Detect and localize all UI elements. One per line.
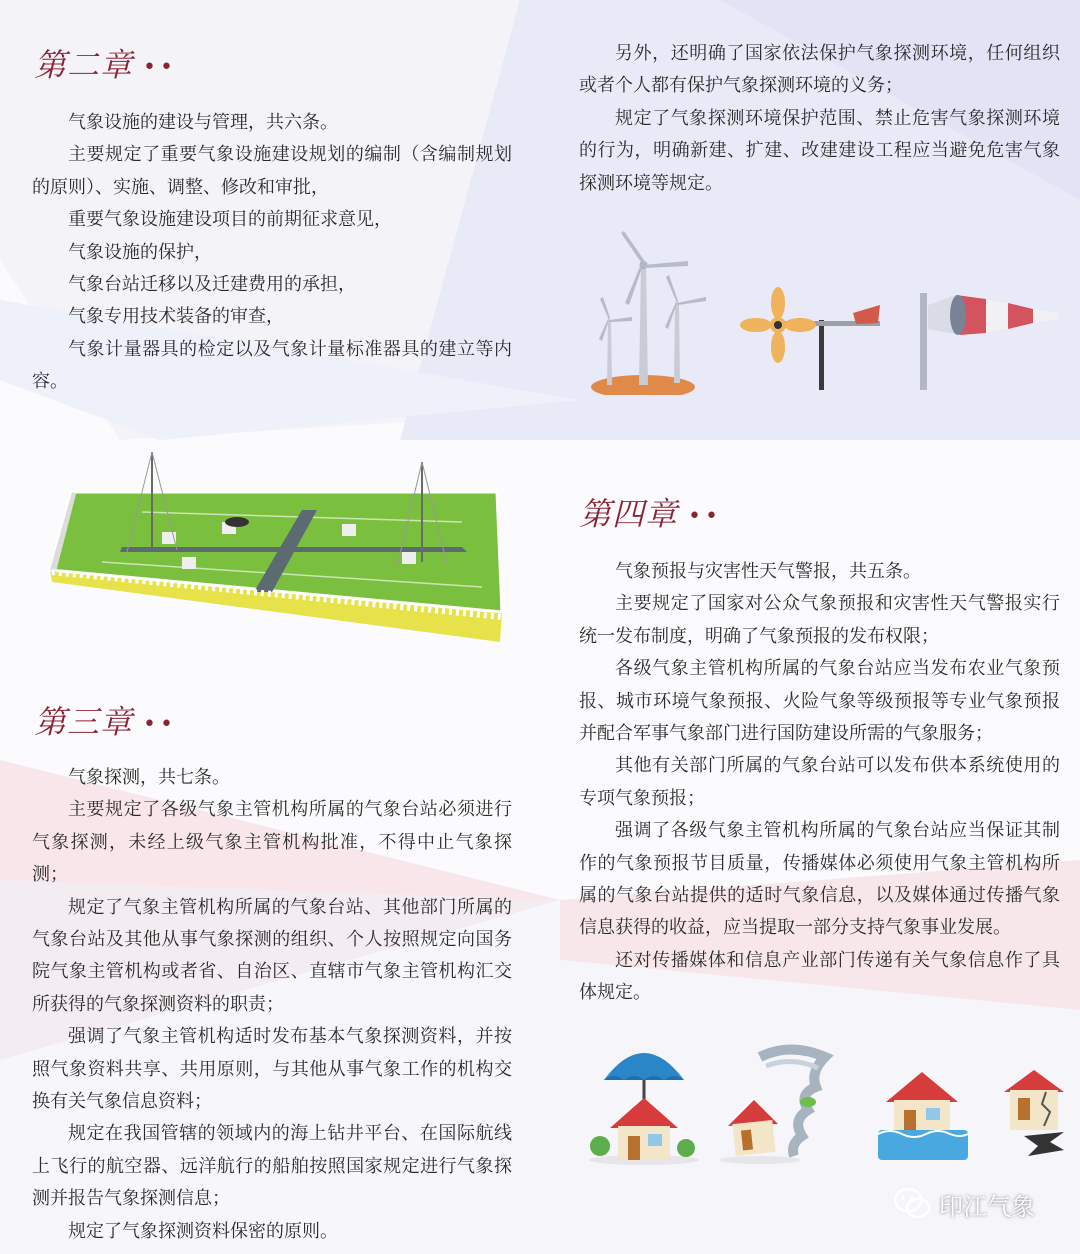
chapter2-paragraph: 气象设施的建设与管理，共六条。: [68, 112, 338, 133]
chapter3-paragraph: 规定了气象主管机构所属的气象台站、其他部门所属的气象台站及其他从事气象探测的组织、个人按照规定向国务院气象主管机构或者省、自治区、直辖市气象主管机构汇交所获得的气象探测资料的职责；: [32, 896, 512, 1015]
chapter3-paragraph: 规定在我国管辖的领域内的海上钻井平台、在国际航线上飞行的航空器、远洋航行的船舶按照国家规定进行气象探测并报告气象探测信息；: [32, 1123, 512, 1210]
chapter3-paragraph: 规定了气象探测资料保密的原则。: [68, 1220, 338, 1242]
wind-vane-icon: [740, 287, 880, 390]
chapter2-body: [32, 107, 512, 399]
umbrella-house-icon: [589, 1053, 699, 1165]
title-dots: ••: [688, 504, 722, 529]
disaster-houses-illustration: [580, 1032, 1070, 1167]
flood-house-icon: [878, 1072, 968, 1160]
chapter3-title: 第三章 ••: [34, 703, 177, 741]
watermark: [893, 1186, 1035, 1222]
chapter4-paragraph: 还对传播媒体和信息产业部门传递有关气象信息作了具体规定。: [579, 949, 1060, 1004]
chapter4-paragraph: 强调了各级气象主管机构所属的气象台站应当保证其制作的气象预报节目质量，传播媒体必须使用气象主管机构所属的气象台站提供的适时气象信息，以及媒体通过传播气象信息获得的收益，应当提取一部分支持气象事业发展。: [579, 820, 1060, 939]
chapter2-right-paragraph: 规定了气象探测环境保护范围、禁止危害气象探测环境的行为，明确新建、扩建、改建建设工程应当避免危害气象探测环境等规定。: [579, 107, 1060, 194]
chapter3-body: [32, 762, 512, 1248]
chapter4-paragraph: 主要规定了国家对公众气象预报和灾害性天气警报实行统一发布制度，明确了气象预报的发布权限；: [579, 593, 1060, 647]
chapter2-paragraph: 主要规定了重要气象设施建设规划的编制（含编制规划的原则）、实施、调整、修改和审批，: [32, 144, 512, 198]
chapter2-right-body: [579, 38, 1060, 200]
chapter4-paragraph: 各级气象主管机构所属的气象台站应当发布农业气象预报、城市环境气象预报、火险气象等级预报等专业气象预报并配合军事气象部门进行国防建设所需的气象服务；: [579, 658, 1060, 745]
wind-turbine-icon: [591, 231, 706, 395]
chapter3-paragraph: 强调了气象主管机构适时发布基本气象探测资料，并按照气象资料共享、共用原则，与其他从事气象工作的机构交换有关气象信息资料；: [32, 1026, 512, 1113]
tornado-house-icon: [720, 1050, 825, 1165]
windsock-icon: [920, 293, 1058, 390]
earthquake-house-icon: [1004, 1070, 1064, 1156]
chapter2-title: 第二章 ••: [34, 46, 177, 84]
weather-station-icon: [42, 452, 512, 647]
watermark-text: 印江气象: [939, 1192, 1035, 1221]
chapter2-paragraph: 重要气象设施建设项目的前期征求意见，: [68, 209, 392, 231]
chapter4-title: 第四章 ••: [579, 495, 722, 533]
chapter2-paragraph: 气象计量器具的检定以及气象计量标准器具的建立等内容。: [32, 338, 512, 393]
title-dots: ••: [143, 712, 177, 737]
chapter3-paragraph: 气象探测，共七条。: [68, 767, 230, 788]
wind-instruments-illustration: [588, 225, 1068, 395]
chapter2-paragraph: 气象专用技术装备的审查，: [68, 306, 284, 328]
chapter4-body: [579, 556, 1060, 1010]
chapter2-paragraph: 气象台站迁移以及迁建费用的承担，: [68, 274, 356, 296]
chapter4-paragraph: 其他有关部门所属的气象台站可以发布供本系统使用的专项气象预报；: [579, 755, 1060, 809]
chapter2-right-paragraph: 另外，还明确了国家依法保护气象探测环境，任何组织或者个人都有保护气象探测环境的义务；: [579, 43, 1060, 97]
title-dots: ••: [143, 55, 177, 80]
wechat-icon: [893, 1186, 931, 1222]
chapter3-paragraph: 主要规定了各级气象主管机构所属的气象台站必须进行气象探测，未经上级气象主管机构批准，不得中止气象探测；: [32, 799, 512, 886]
chapter2-paragraph: 气象设施的保护，: [68, 241, 212, 263]
chapter4-paragraph: 气象预报与灾害性天气警报，共五条。: [615, 561, 921, 582]
